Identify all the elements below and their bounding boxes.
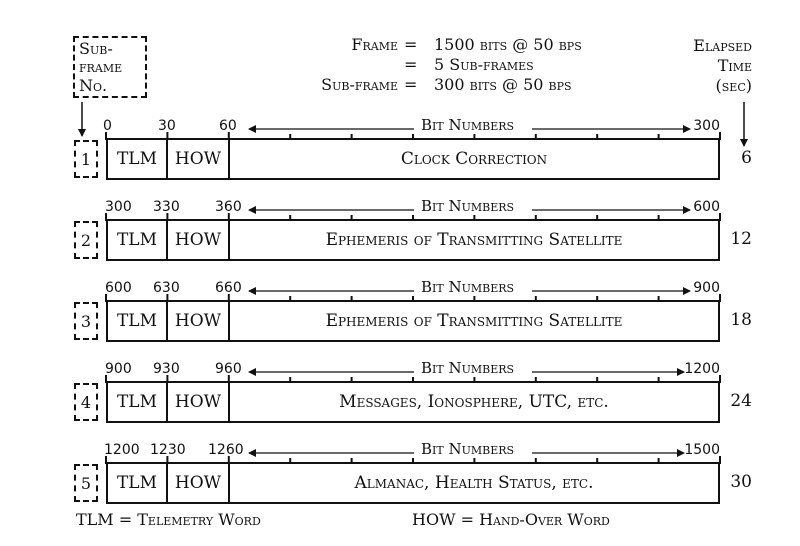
tlm-cell: TLM [108, 140, 168, 178]
subframe-header-line-1: Sub- [79, 39, 113, 58]
bit-number-label: 0 [103, 118, 112, 134]
bit-number-label: 330 [153, 199, 180, 215]
subframe-number: 4 [80, 392, 92, 412]
elapsed-time-value: 6 [741, 148, 752, 168]
bit-number-label: 660 [215, 280, 242, 296]
equals-sign: = [404, 75, 418, 94]
bit-numbers-label: Bit Numbers [418, 197, 517, 215]
bit-number-end-label: 1500 [684, 442, 720, 458]
how-cell: HOW [168, 221, 230, 259]
bit-number-label: 60 [219, 118, 237, 134]
subframe-row [106, 219, 720, 261]
frame-def-rhs-2: 5 Sub-frames [434, 55, 534, 74]
subframe-number-box [74, 464, 98, 502]
bit-number-label: 630 [153, 280, 180, 296]
legend-how: HOW = Hand-Over Word [412, 510, 610, 529]
frame-def-rhs-3: 300 bits @ 50 bps [434, 75, 572, 94]
bit-number-end-label: 900 [693, 280, 720, 296]
bit-numbers-label: Bit Numbers [418, 278, 517, 296]
subframe-content: Almanac, Health Status, etc. [354, 473, 594, 493]
subframe-number-box [74, 221, 98, 259]
tlm-cell: TLM [108, 464, 168, 502]
how-cell: HOW [168, 302, 230, 340]
elapsed-time-value: 12 [730, 229, 752, 249]
subframe-content: Messages, Ionosphere, UTC, etc. [339, 392, 609, 412]
elapsed-line-2: Time [717, 56, 752, 75]
bit-numbers-label: Bit Numbers [418, 116, 517, 134]
subframe-number-box [74, 140, 98, 178]
subframe-row [106, 300, 720, 342]
subframe-content: Ephemeris of Transmitting Satellite [325, 230, 623, 250]
subframe-number-box [74, 383, 98, 421]
elapsed-time-value: 18 [730, 310, 752, 330]
legend-tlm: TLM = Telemetry Word [76, 510, 261, 529]
subframe-number: 2 [80, 230, 92, 250]
subframe-number: 3 [80, 311, 92, 331]
bit-number-end-label: 300 [693, 118, 720, 134]
bit-number-label: 1230 [150, 442, 186, 458]
elapsed-line-1: Elapsed [693, 36, 752, 55]
subframe-header-line-2: frame [79, 57, 123, 76]
frame-def-lhs-3: Sub-frame [321, 75, 398, 94]
tlm-cell: TLM [108, 383, 168, 421]
bit-number-end-label: 1200 [684, 361, 720, 377]
bit-number-label: 600 [105, 280, 132, 296]
bit-number-label: 930 [153, 361, 180, 377]
elapsed-time-value: 24 [730, 391, 752, 411]
frame-def-lhs-1: Frame [351, 35, 398, 54]
bit-numbers-label: Bit Numbers [418, 440, 517, 458]
subframe-row [106, 381, 720, 423]
subframe-row [106, 462, 720, 504]
how-cell: HOW [168, 383, 230, 421]
tlm-cell: TLM [108, 221, 168, 259]
how-cell: HOW [168, 464, 230, 502]
bit-number-label: 360 [215, 199, 242, 215]
equals-sign: = [404, 55, 418, 74]
bit-number-label: 300 [105, 199, 132, 215]
bit-number-label: 1200 [104, 442, 140, 458]
bit-number-label: 960 [215, 361, 242, 377]
bit-number-label: 30 [158, 118, 176, 134]
elapsed-line-3: (sec) [715, 76, 752, 95]
equals-sign: = [404, 35, 418, 54]
tlm-cell: TLM [108, 302, 168, 340]
how-cell: HOW [168, 140, 230, 178]
subframe-row [106, 138, 720, 180]
subframe-number: 5 [80, 473, 92, 493]
subframe-header-line-3: No. [79, 76, 108, 95]
subframe-content: Ephemeris of Transmitting Satellite [325, 311, 623, 331]
bit-number-end-label: 600 [693, 199, 720, 215]
frame-def-rhs-1: 1500 bits @ 50 bps [434, 35, 582, 54]
bit-number-label: 1260 [208, 442, 244, 458]
subframe-number: 1 [80, 149, 92, 169]
bit-number-label: 900 [105, 361, 132, 377]
elapsed-time-value: 30 [730, 472, 752, 492]
bit-numbers-label: Bit Numbers [418, 359, 517, 377]
subframe-content: Clock Correction [400, 149, 548, 169]
subframe-number-box [74, 302, 98, 340]
